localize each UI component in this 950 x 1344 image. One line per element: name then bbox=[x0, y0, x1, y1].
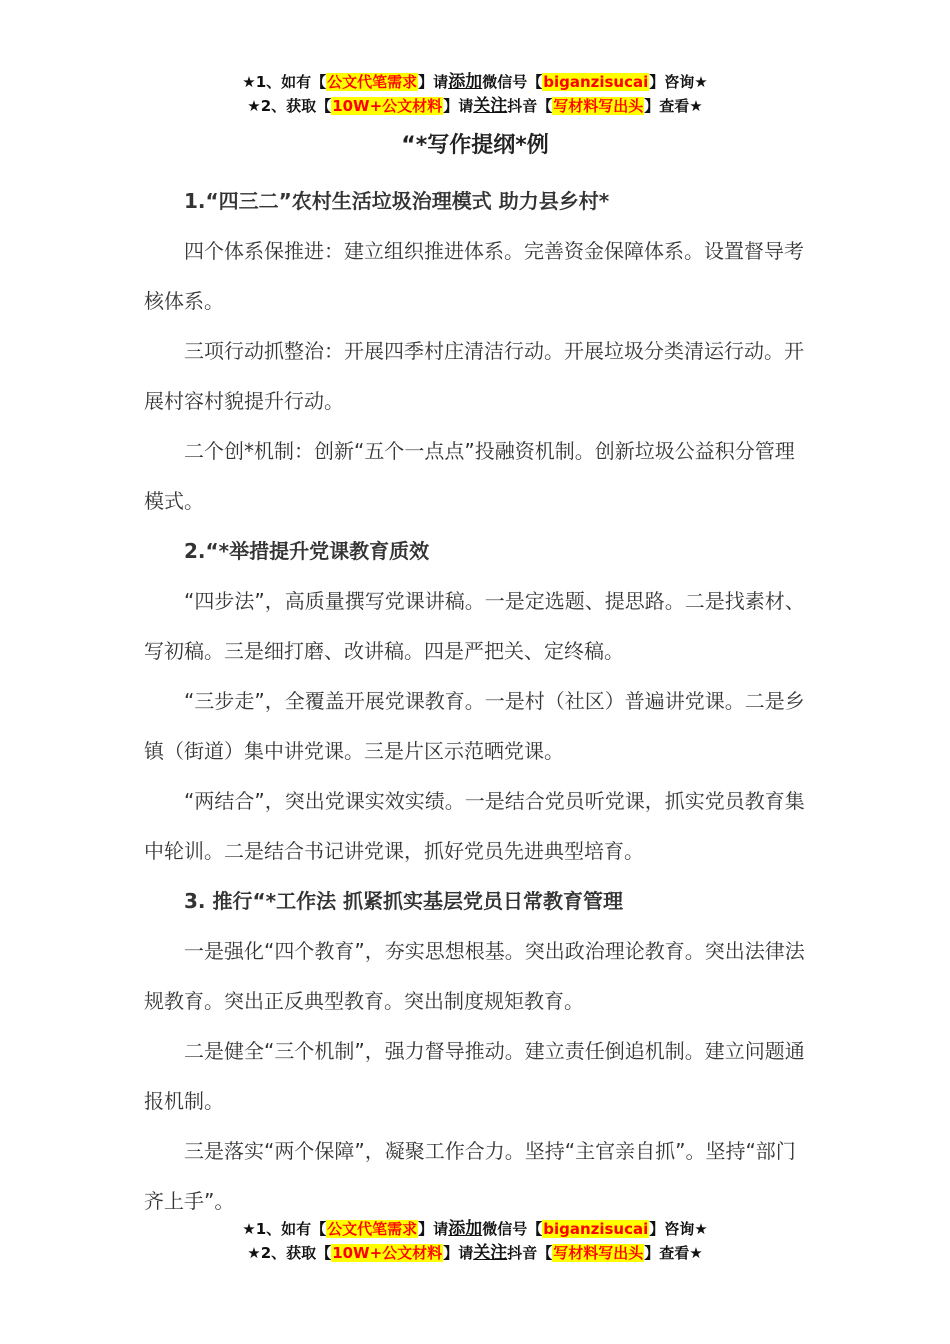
top-banner bbox=[0, 70, 950, 118]
bottom-banner bbox=[0, 1217, 950, 1265]
section-heading: 1.“四三二”农村生活垃圾治理模式 助力县乡村* bbox=[184, 189, 610, 213]
banner-line-1: ★1、如有【公文代笔需求】请添加微信号【biganzisucai】咨询★ bbox=[242, 72, 708, 92]
highlight-service: 公文代笔需求 bbox=[327, 73, 418, 91]
highlight-douyin: 写材料写出头 bbox=[553, 97, 644, 115]
page-title: “*写作提纲*例 bbox=[401, 133, 549, 158]
highlight-service: 公文代笔需求 bbox=[327, 1220, 418, 1238]
highlight-wechat-id: biganzisucai bbox=[543, 73, 649, 91]
highlight-douyin: 写材料写出头 bbox=[553, 1244, 644, 1262]
highlight-materials: 10W+公文材料 bbox=[332, 97, 443, 115]
highlight-wechat-id: biganzisucai bbox=[543, 1220, 649, 1238]
section-heading: 2.“*举措提升党课教育质效 bbox=[184, 539, 430, 563]
paragraph: “三步走”，全覆盖开展党课教育。一是村（社区）普遍讲党课。二是乡镇（街道）集中讲党课。三是片区示范晒党课。 bbox=[144, 689, 805, 763]
paragraph: 二个创*机制：创新“五个一点点”投融资机制。创新垃圾公益积分管理模式。 bbox=[144, 439, 795, 513]
banner-line-2: ★2、获取【10W+公文材料】请关注抖音【写材料写出头】查看★ bbox=[247, 96, 703, 116]
paragraph: 二是健全“三个机制”，强力督导推动。建立责任倒追机制。建立问题通报机制。 bbox=[144, 1039, 805, 1113]
paragraph: “两结合”，突出党课实效实绩。一是结合党员听党课，抓实党员教育集中轮训。二是结合书记讲党课，抓好党员先进典型培育。 bbox=[144, 789, 805, 863]
section-heading: 3. 推行“*工作法 抓紧抓实基层党员日常教育管理 bbox=[184, 889, 624, 913]
document-body bbox=[144, 176, 809, 1226]
paragraph: 三项行动抓整治：开展四季村庄清洁行动。开展垃圾分类清运行动。开展村容村貌提升行动。 bbox=[144, 339, 804, 413]
highlight-materials: 10W+公文材料 bbox=[332, 1244, 443, 1262]
paragraph: 三是落实“两个保障”，凝聚工作合力。坚持“主官亲自抓”。坚持“部门齐上手”。 bbox=[144, 1139, 796, 1213]
banner-line-1: ★1、如有【公文代笔需求】请添加微信号【biganzisucai】咨询★ bbox=[242, 1219, 708, 1239]
paragraph: 一是强化“四个教育”，夯实思想根基。突出政治理论教育。突出法律法规教育。突出正反典型教育。突出制度规矩教育。 bbox=[144, 939, 805, 1013]
paragraph: 四个体系保推进：建立组织推进体系。完善资金保障体系。设置督导考核体系。 bbox=[144, 239, 804, 313]
banner-line-2: ★2、获取【10W+公文材料】请关注抖音【写材料写出头】查看★ bbox=[247, 1243, 703, 1263]
paragraph: “四步法”，高质量撰写党课讲稿。一是定选题、提思路。二是找素材、写初稿。三是细打磨、改讲稿。四是严把关、定终稿。 bbox=[144, 589, 805, 663]
